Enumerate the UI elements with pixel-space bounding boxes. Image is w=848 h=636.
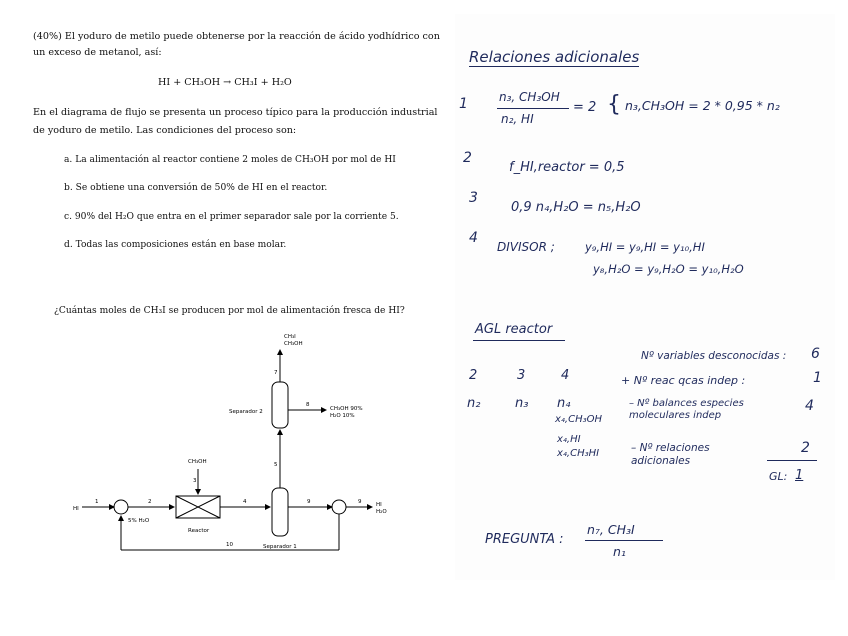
agl-species-balances-value: 4 [805, 398, 814, 414]
relation-1-numerator: n₃, CH₃OH [499, 90, 560, 104]
relation-1-brace: { [607, 92, 621, 117]
stream-10-number: 10 [226, 542, 233, 548]
stream-7-label-b: CH₃OH [284, 341, 303, 347]
relation-1-denominator: n₂, HI [501, 112, 534, 126]
stream-7-label-a: CH₃I [284, 334, 296, 340]
agl-unknown-vars-value: 6 [811, 346, 820, 362]
handwritten-notes [455, 14, 835, 580]
agl-independent-reactions: + Nº reac qcas indep : [621, 374, 746, 387]
agl-var-x4-ch3oh: x₄,CH₃OH [555, 414, 603, 425]
agl-title: AGL reactor [475, 322, 553, 337]
relation-1-number: 1 [459, 96, 468, 112]
stream-1-number: 1 [95, 499, 99, 505]
stream-2-number: 2 [148, 499, 152, 505]
stream-8-label-b: H₂O 10% [330, 413, 355, 419]
agl-gl-label: GL: [769, 470, 788, 483]
separator-2-label: Separador 2 [229, 409, 263, 415]
relation-2-text: f_HI,reactor = 0,5 [509, 160, 625, 175]
methanol-feed-label: CH₃OH [188, 459, 207, 465]
problem-line-1: (40%) El yoduro de metilo puede obtenerse por la reacción de ácido yodhídrico con [33, 31, 440, 42]
stream-7-number: 7 [274, 370, 278, 376]
condition-b: b. Se obtiene una conversión de 50% de HI en el reactor. [64, 183, 328, 193]
agl-col-3: 3 [517, 368, 526, 383]
agl-var-x4-hi: x₄,HI [557, 434, 581, 445]
stream-3-number: 3 [193, 478, 197, 484]
stream-9-number: 9 [307, 499, 311, 505]
relation-2-number: 2 [463, 150, 472, 166]
question-numerator: n₇, CH₃I [587, 522, 635, 537]
question-fraction-bar [585, 540, 663, 541]
agl-species-balances: – Nº balances especies moleculares indep [629, 398, 744, 421]
hi-out-label: HI [376, 502, 382, 508]
stream-11-number: 9 [358, 499, 362, 505]
separator-1-label: Separador 1 [263, 544, 297, 550]
reactor-label: Reactor [188, 528, 210, 534]
agl-sum-underline [767, 460, 817, 461]
stream-8-number: 8 [306, 402, 310, 408]
notes-title-underline [469, 66, 639, 67]
relation-1-fraction-bar [497, 108, 569, 109]
relation-3-number: 3 [469, 190, 478, 206]
problem-line-2: un exceso de metanol, así: [33, 47, 162, 58]
problem-line-3: En el diagrama de flujo se presenta un proceso típico para la producción industrial [33, 107, 438, 118]
divisor-relation-hi: y₉,HI = y₉,HI = y₁₀,HI [585, 240, 705, 254]
condition-c: c. 90% del H₂O que entra en el primer separador sale por la corriente 5. [64, 212, 399, 222]
problem-question: ¿Cuántas moles de CH₃I se producen por mol de alimentación fresca de HI? [54, 306, 405, 316]
condition-d: d. Todas las composiciones están en base molar. [64, 240, 287, 250]
agl-col-2: 2 [469, 368, 478, 383]
agl-var-n3: n₃ [515, 396, 529, 411]
question-label: PREGUNTA : [485, 532, 564, 547]
relation-3-text: 0,9 n₄,H₂O = n₅,H₂O [511, 200, 641, 215]
reaction-equation: HI + CH₃OH → CH₃I + H₂O [158, 77, 292, 88]
agl-var-n2: n₂ [467, 396, 481, 411]
agl-unknown-vars: Nº variables desconocidas : [641, 350, 787, 362]
stream-5-number: 5 [274, 462, 278, 468]
question-denominator: n₁ [613, 544, 626, 559]
agl-independent-reactions-value: 1 [813, 370, 822, 386]
agl-var-x4-ch3i: x₄,CH₃HI [557, 448, 600, 459]
water-fraction-label: 5% H₂O [128, 518, 150, 524]
relation-1-result: n₃,CH₃OH = 2 * 0,95 * n₂ [625, 98, 780, 113]
stream-8-label-a: CH₃OH 90% [330, 406, 363, 412]
agl-var-n4: n₄ [557, 396, 571, 411]
notes-title: Relaciones adicionales [469, 48, 640, 66]
condition-a: a. La alimentación al reactor contiene 2 moles de CH₃OH por mol de HI [64, 155, 396, 165]
agl-gl-value: 1 [795, 468, 804, 483]
agl-additional-relations-value: 2 [801, 440, 810, 456]
divisor-relation-water: y₈,H₂O = y₉,H₂O = y₁₀,H₂O [593, 262, 744, 276]
agl-col-4: 4 [561, 368, 570, 383]
stream-4-number: 4 [243, 499, 247, 505]
relation-4-number: 4 [469, 230, 478, 246]
hi-feed-label: HI [73, 506, 79, 512]
water-out-label: H₂O [376, 509, 387, 515]
process-flow-diagram [0, 326, 430, 562]
relation-1-equals: = 2 [573, 100, 597, 115]
problem-line-4: de yoduro de metilo. Las condiciones del proceso son: [33, 125, 297, 136]
agl-title-underline [473, 340, 565, 341]
agl-additional-relations: – Nº relaciones adicionales [631, 442, 710, 467]
divisor-label: DIVISOR ; [497, 240, 555, 254]
